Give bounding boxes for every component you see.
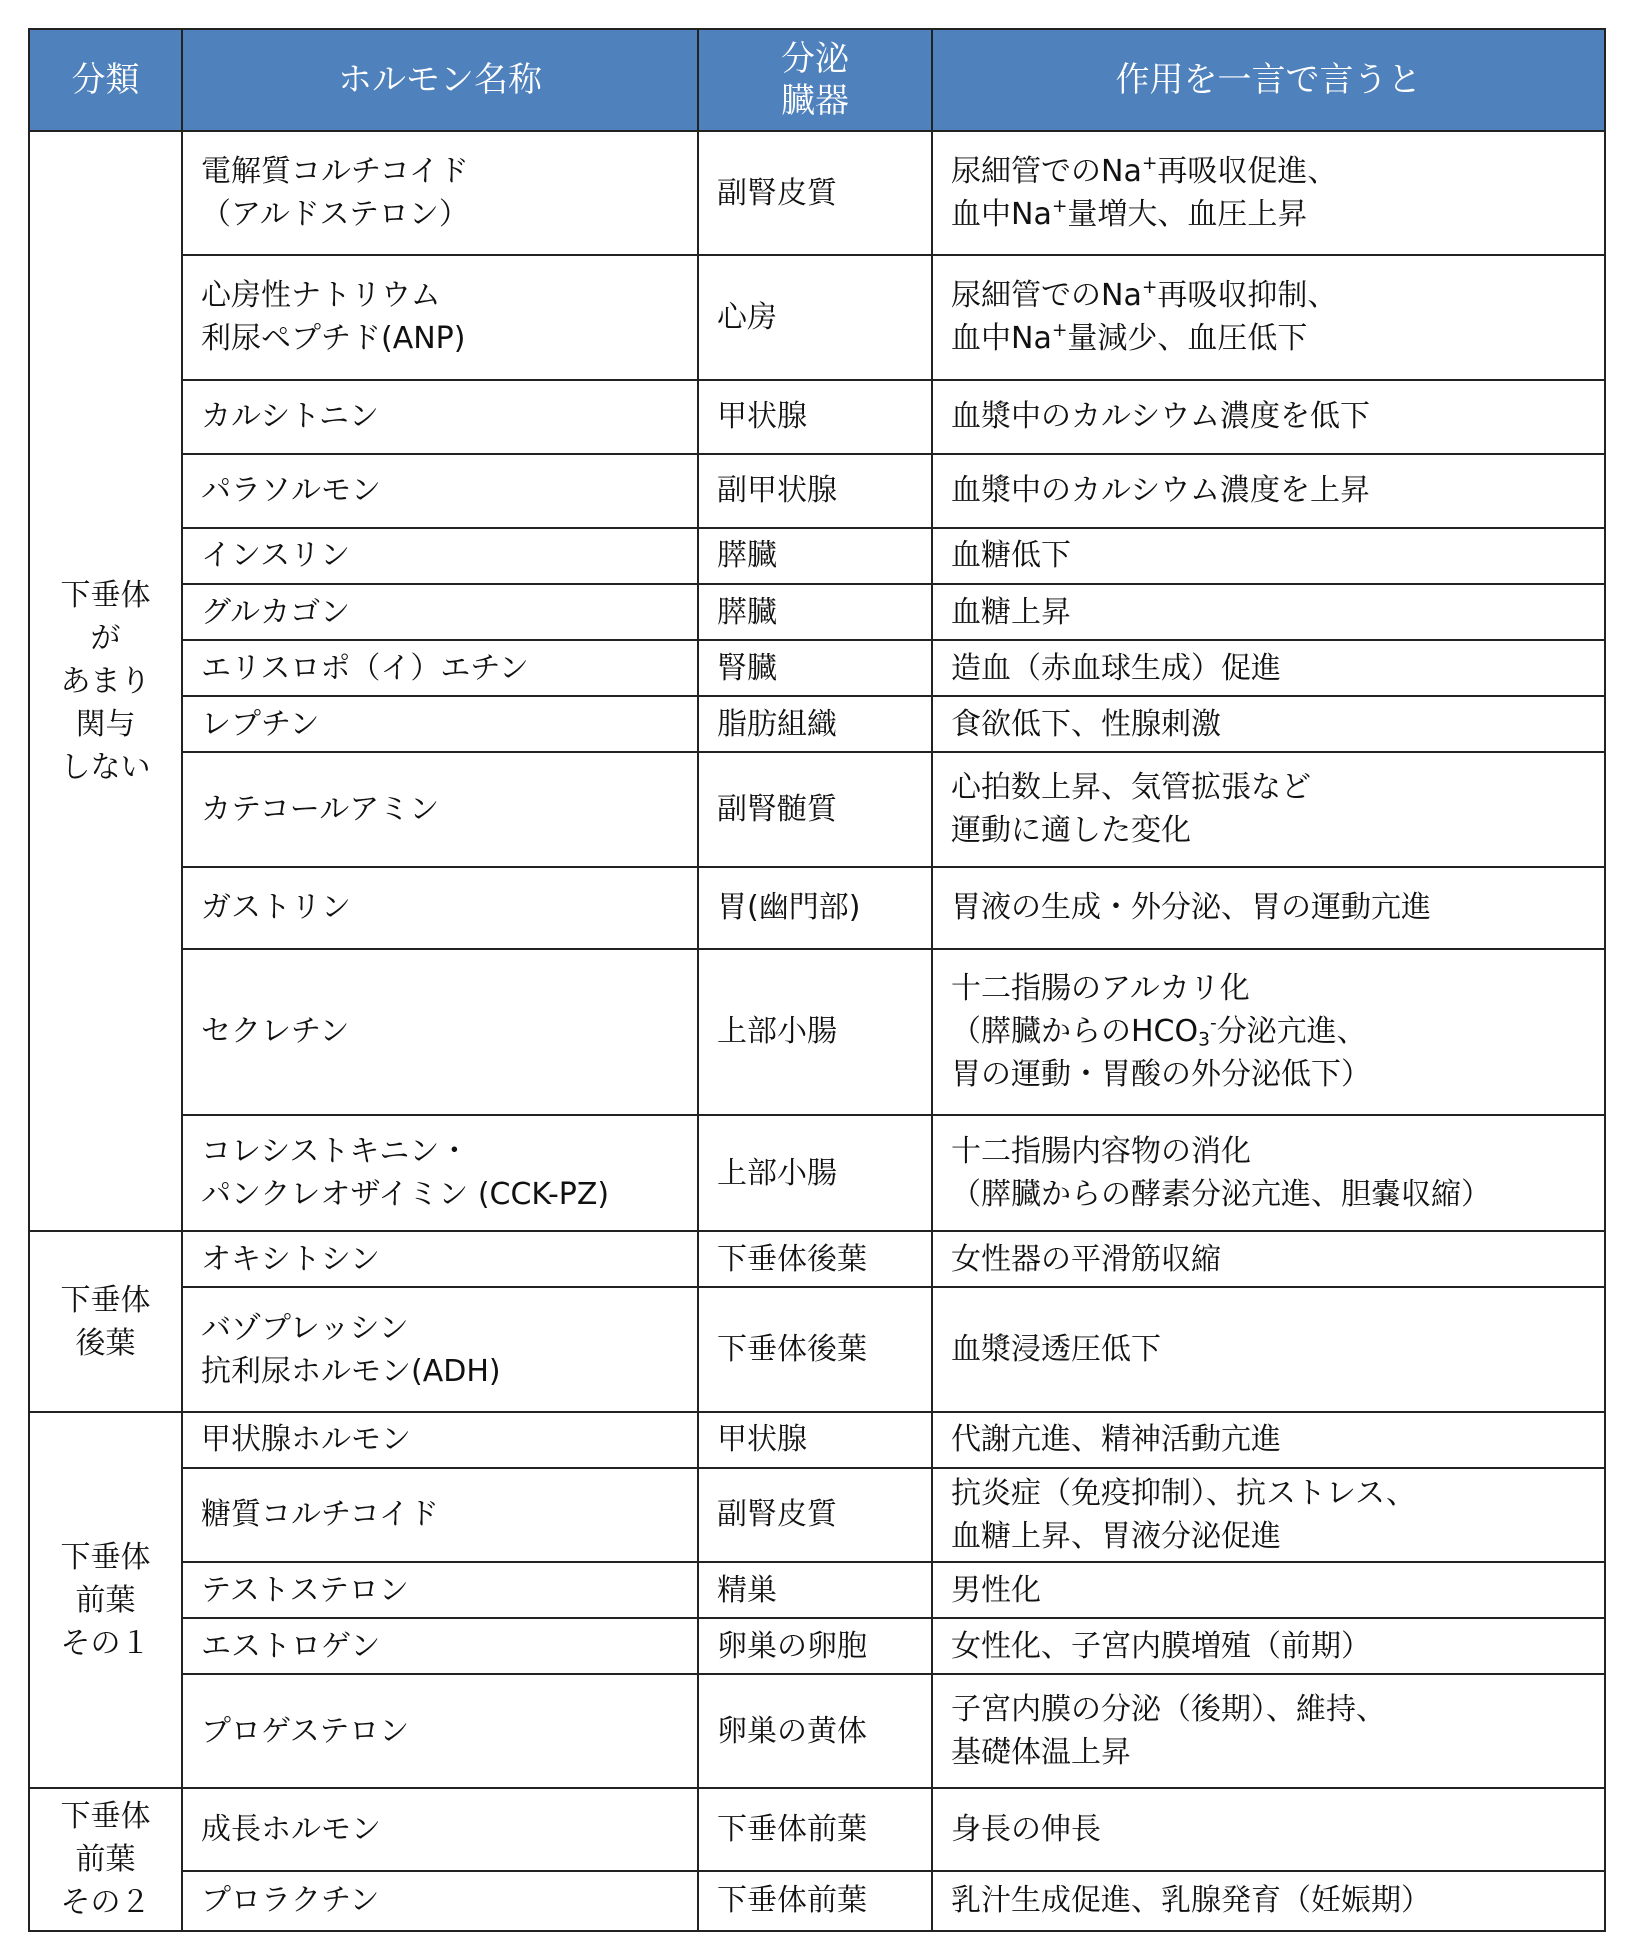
hormone-action: 抗炎症（免疫抑制）、抗ストレス、 血糖上昇、胃液分泌促進 xyxy=(932,1468,1605,1562)
table-row xyxy=(29,528,1605,584)
table-header xyxy=(29,29,1605,131)
table-row xyxy=(29,1287,1605,1411)
header-action-summary: 作用を一言で言うと xyxy=(932,29,1605,131)
action-text: 尿細管でのNa xyxy=(951,278,1142,314)
action-text: 量減少、血圧低下 xyxy=(1067,321,1308,357)
category-posterior-pituitary: 下垂体 後葉 xyxy=(29,1231,182,1411)
hormone-action: 血漿中のカルシウム濃度を低下 xyxy=(932,380,1605,454)
hormone-action: 十二指腸内容物の消化 （膵臓からの酵素分泌亢進、胆嚢収縮） xyxy=(932,1115,1605,1231)
superscript-minus: - xyxy=(1209,1013,1217,1035)
table-row xyxy=(29,454,1605,528)
secreting-organ: 副腎皮質 xyxy=(698,131,932,255)
hormone-action: 代謝亢進、精神活動亢進 xyxy=(932,1412,1605,1468)
subscript-three: 3 xyxy=(1198,1030,1210,1052)
category-anterior-pituitary-1: 下垂体 前葉 その１ xyxy=(29,1412,182,1789)
table-row xyxy=(29,1562,1605,1618)
hormone-name: グルカゴン xyxy=(182,584,698,640)
hormone-action: 身長の伸長 xyxy=(932,1788,1605,1870)
hormone-action: 食欲低下、性腺刺激 xyxy=(932,696,1605,752)
secreting-organ: 心房 xyxy=(698,255,932,379)
table-row xyxy=(29,1412,1605,1468)
table-row xyxy=(29,949,1605,1115)
hormone-action: 子宮内膜の分泌（後期）、維持、 基礎体温上昇 xyxy=(932,1674,1605,1788)
hormone-name: バゾプレッシン 抗利尿ホルモン(ADH) xyxy=(182,1287,698,1411)
header-hormone-name: ホルモン名称 xyxy=(182,29,698,131)
hormone-action xyxy=(932,255,1605,379)
secreting-organ: 下垂体後葉 xyxy=(698,1231,932,1287)
hormone-name: プロゲステロン xyxy=(182,1674,698,1788)
action-text: 量増大、血圧上昇 xyxy=(1067,197,1308,233)
header-row xyxy=(29,29,1605,131)
secreting-organ: 副腎皮質 xyxy=(698,1468,932,1562)
action-text: 再吸収抑制、 血中Na xyxy=(951,278,1338,357)
superscript-plus: + xyxy=(1141,153,1158,175)
action-text: 尿細管でのNa xyxy=(951,154,1142,190)
table-row xyxy=(29,1788,1605,1870)
hormone-table xyxy=(28,28,1606,1932)
category-anterior-pituitary-2: 下垂体 前葉 その２ xyxy=(29,1788,182,1931)
hormone-action: 心拍数上昇、気管拡張など 運動に適した変化 xyxy=(932,752,1605,866)
hormone-name: テストステロン xyxy=(182,1562,698,1618)
table-row xyxy=(29,696,1605,752)
hormone-name: プロラクチン xyxy=(182,1871,698,1931)
secreting-organ: 卵巣の黄体 xyxy=(698,1674,932,1788)
secreting-organ: 上部小腸 xyxy=(698,1115,932,1231)
hormone-name: 成長ホルモン xyxy=(182,1788,698,1870)
action-text: 再吸収促進、 血中Na xyxy=(951,154,1338,233)
action-text: 十二指腸のアルカリ化 （膵臓からのHCO xyxy=(951,971,1250,1050)
table-row xyxy=(29,1871,1605,1931)
hormone-action: 血糖上昇 xyxy=(932,584,1605,640)
hormone-action: 女性化、子宮内膜増殖（前期） xyxy=(932,1618,1605,1674)
hormone-action: 女性器の平滑筋収縮 xyxy=(932,1231,1605,1287)
table-row xyxy=(29,752,1605,866)
table-row xyxy=(29,255,1605,379)
secreting-organ: 下垂体後葉 xyxy=(698,1287,932,1411)
table-row xyxy=(29,131,1605,255)
table-row xyxy=(29,380,1605,454)
table-row xyxy=(29,1468,1605,1562)
table-row xyxy=(29,584,1605,640)
hormone-action: 血糖低下 xyxy=(932,528,1605,584)
superscript-plus: + xyxy=(1051,196,1068,218)
secreting-organ: 甲状腺 xyxy=(698,380,932,454)
table-row xyxy=(29,1618,1605,1674)
hormone-action: 血漿浸透圧低下 xyxy=(932,1287,1605,1411)
secreting-organ: 膵臓 xyxy=(698,528,932,584)
table-row xyxy=(29,1231,1605,1287)
secreting-organ: 胃(幽門部) xyxy=(698,867,932,949)
superscript-plus: + xyxy=(1051,320,1068,342)
hormone-name: 心房性ナトリウム 利尿ペプチド(ANP) xyxy=(182,255,698,379)
superscript-plus: + xyxy=(1141,277,1158,299)
hormone-name: コレシストキニン・ パンクレオザイミン (CCK-PZ) xyxy=(182,1115,698,1231)
secreting-organ: 下垂体前葉 xyxy=(698,1871,932,1931)
secreting-organ: 副甲状腺 xyxy=(698,454,932,528)
action-text: 分泌亢進、 胃の運動・胃酸の外分泌低下） xyxy=(951,1014,1371,1093)
secreting-organ: 下垂体前葉 xyxy=(698,1788,932,1870)
hormone-name: レプチン xyxy=(182,696,698,752)
hormone-action: 男性化 xyxy=(932,1562,1605,1618)
hormone-name: セクレチン xyxy=(182,949,698,1115)
hormone-name: 糖質コルチコイド xyxy=(182,1468,698,1562)
hormone-name: 電解質コルチコイド （アルドステロン） xyxy=(182,131,698,255)
hormone-action xyxy=(932,131,1605,255)
hormone-name: エリスロポ（イ）エチン xyxy=(182,640,698,696)
hormone-name: 甲状腺ホルモン xyxy=(182,1412,698,1468)
header-category: 分類 xyxy=(29,29,182,131)
hormone-name: インスリン xyxy=(182,528,698,584)
hormone-name: エストロゲン xyxy=(182,1618,698,1674)
table-row xyxy=(29,867,1605,949)
hormone-name: パラソルモン xyxy=(182,454,698,528)
hormone-name: オキシトシン xyxy=(182,1231,698,1287)
table-row xyxy=(29,1674,1605,1788)
header-secreting-organ: 分泌 臓器 xyxy=(698,29,932,131)
table-row xyxy=(29,640,1605,696)
secreting-organ: 精巣 xyxy=(698,1562,932,1618)
hormone-name: カルシトニン xyxy=(182,380,698,454)
secreting-organ: 脂肪組織 xyxy=(698,696,932,752)
secreting-organ: 膵臓 xyxy=(698,584,932,640)
hormone-name: ガストリン xyxy=(182,867,698,949)
secreting-organ: 副腎髄質 xyxy=(698,752,932,866)
table-body xyxy=(29,131,1605,1931)
secreting-organ: 卵巣の卵胞 xyxy=(698,1618,932,1674)
category-non-pituitary: 下垂体が あまり 関与 しない xyxy=(29,131,182,1231)
hormone-action: 胃液の生成・外分泌、胃の運動亢進 xyxy=(932,867,1605,949)
hormone-action: 造血（赤血球生成）促進 xyxy=(932,640,1605,696)
secreting-organ: 上部小腸 xyxy=(698,949,932,1115)
hormone-action xyxy=(932,949,1605,1115)
hormone-action: 乳汁生成促進、乳腺発育（妊娠期） xyxy=(932,1871,1605,1931)
hormone-name: カテコールアミン xyxy=(182,752,698,866)
table-row xyxy=(29,1115,1605,1231)
secreting-organ: 腎臓 xyxy=(698,640,932,696)
secreting-organ: 甲状腺 xyxy=(698,1412,932,1468)
hormone-action: 血漿中のカルシウム濃度を上昇 xyxy=(932,454,1605,528)
